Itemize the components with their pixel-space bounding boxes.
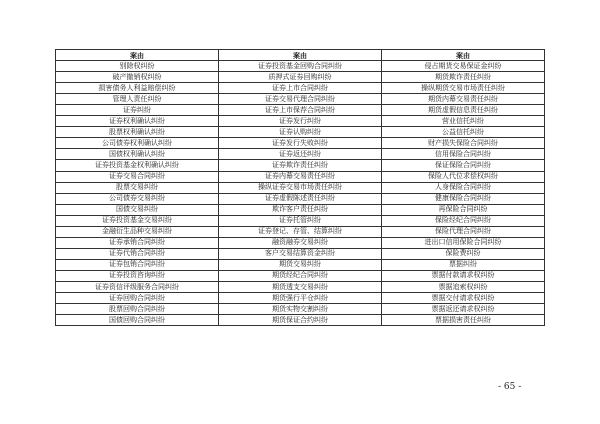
table-cell: 公益信托纠纷 [382,127,545,138]
table-row [56,83,545,94]
table-row [56,61,545,72]
table-cell: 票据付款请求权纠纷 [382,270,545,281]
table-cell: 证券交易合同纠纷 [56,171,219,182]
table-row [56,215,545,226]
table-cell: 期货内幕交易责任纠纷 [382,94,545,105]
table-cell: 证券权利确认纠纷 [56,116,219,127]
table-cell: 证券资信评级服务合同纠纷 [56,281,219,292]
table-cell: 期货保证合约纠纷 [218,315,381,326]
table-cell: 证券托管纠纷 [218,215,381,226]
table-cell: 别除权纠纷 [56,61,219,72]
table-cell: 金融衍生品种交易纠纷 [56,226,219,237]
table-row [56,193,545,204]
table-cell: 质押式证券回购纠纷 [218,72,381,83]
table-cell: 票据追索权纠纷 [382,281,545,292]
table-cell: 票据纠纷 [382,259,545,270]
table-cell: 期货实物交割纠纷 [218,304,381,315]
table-cell: 操纵证券交易市场责任纠纷 [218,182,381,193]
table-row [56,259,545,270]
table-row [56,116,545,127]
table-cell: 管理人责任纠纷 [56,94,219,105]
table-cell: 证券虚假陈述责任纠纷 [218,193,381,204]
table-row [56,138,545,149]
table-cell: 期货强行平仓纠纷 [218,293,381,304]
table-cell: 保险经纪合同纠纷 [382,215,545,226]
table-row [56,127,545,138]
table-cell: 损害债务人利益赔偿纠纷 [56,83,219,94]
table-cell: 票据损害责任纠纷 [382,315,545,326]
table-cell: 证券认购纠纷 [218,127,381,138]
case-cause-table [55,49,545,326]
table-cell: 再保险合同纠纷 [382,204,545,215]
table-cell: 操纵期货交易市场责任纠纷 [382,83,545,94]
table-cell: 破产撤销权纠纷 [56,72,219,83]
table-cell: 保险人代位求偿权纠纷 [382,171,545,182]
table-cell: 股票交易纠纷 [56,182,219,193]
table-cell: 公司债券交易纠纷 [56,193,219,204]
table-cell: 国债权利确认纠纷 [56,149,219,160]
table-cell: 财产损失保险合同纠纷 [382,138,545,149]
table-cell: 证券发行失败纠纷 [218,138,381,149]
table-cell: 融资融券交易纠纷 [218,237,381,248]
table-cell: 营业信托纠纷 [382,116,545,127]
table-cell: 期货经纪合同纠纷 [218,270,381,281]
table-header-row [56,50,545,61]
table-cell: 保险代理合同纠纷 [382,226,545,237]
table-row [56,94,545,105]
table-row [56,237,545,248]
table-body [56,61,545,326]
table-cell: 人身保险合同纠纷 [382,182,545,193]
table-cell: 证券投资咨询纠纷 [56,270,219,281]
table-cell: 进出口信用保险合同纠纷 [382,237,545,248]
table-cell: 保险费纠纷 [382,248,545,259]
table-cell: 期货虚假信息责任纠纷 [382,105,545,116]
table-cell: 证券欺诈责任纠纷 [218,160,381,171]
column-header: 案由 [382,50,545,61]
table-cell: 票据交付请求权纠纷 [382,293,545,304]
table-row [56,226,545,237]
table-cell: 证券代销合同纠纷 [56,248,219,259]
column-header: 案由 [218,50,381,61]
table-cell: 股票回购合同纠纷 [56,304,219,315]
table-cell: 证券返还纠纷 [218,149,381,160]
table-cell: 欺诈客户责任纠纷 [218,204,381,215]
table-cell: 证券投资基金交易纠纷 [56,215,219,226]
table-cell: 证券纠纷 [56,105,219,116]
table-cell: 国债交易纠纷 [56,204,219,215]
table-row [56,160,545,171]
table-row [56,149,545,160]
page-number: - 65 - [498,382,522,392]
table-cell: 客户交易结算资金纠纷 [218,248,381,259]
table-cell: 证券上市保荐合同纠纷 [218,105,381,116]
table-cell: 股票权利确认纠纷 [56,127,219,138]
table-row [56,182,545,193]
table-cell: 证券发行纠纷 [218,116,381,127]
table-cell: 证券承销合同纠纷 [56,237,219,248]
column-header: 案由 [56,50,219,61]
table-row [56,281,545,292]
table-cell: 证券登记、存管、结算纠纷 [218,226,381,237]
table-cell: 期货交易纠纷 [218,259,381,270]
table-cell: 证券上市合同纠纷 [218,83,381,94]
table-cell: 健康保险合同纠纷 [382,193,545,204]
table-cell: 证券投资基金权利确认纠纷 [56,160,219,171]
table-cell: 证券交易代理合同纠纷 [218,94,381,105]
table-cell: 证券回购合同纠纷 [56,293,219,304]
table-cell: 信用保险合同纠纷 [382,149,545,160]
table-cell: 国债回购合同纠纷 [56,315,219,326]
table-cell: 证券包销合同纠纷 [56,259,219,270]
table-cell: 公司债券权利确认纠纷 [56,138,219,149]
table-cell: 期货欺诈责任纠纷 [382,72,545,83]
table-row [56,248,545,259]
table-row [56,315,545,326]
table-cell: 保证保险合同纠纷 [382,160,545,171]
table-row [56,293,545,304]
table-row [56,105,545,116]
table-row [56,72,545,83]
table-cell: 期货透支交易纠纷 [218,281,381,292]
table-row [56,270,545,281]
table-cell: 证券投资基金回购合同纠纷 [218,61,381,72]
table-row [56,171,545,182]
table-cell: 侵占期货交易保证金纠纷 [382,61,545,72]
table-row [56,204,545,215]
table-cell: 证券内幕交易责任纠纷 [218,171,381,182]
table-row [56,304,545,315]
table-cell: 票据返还请求权纠纷 [382,304,545,315]
